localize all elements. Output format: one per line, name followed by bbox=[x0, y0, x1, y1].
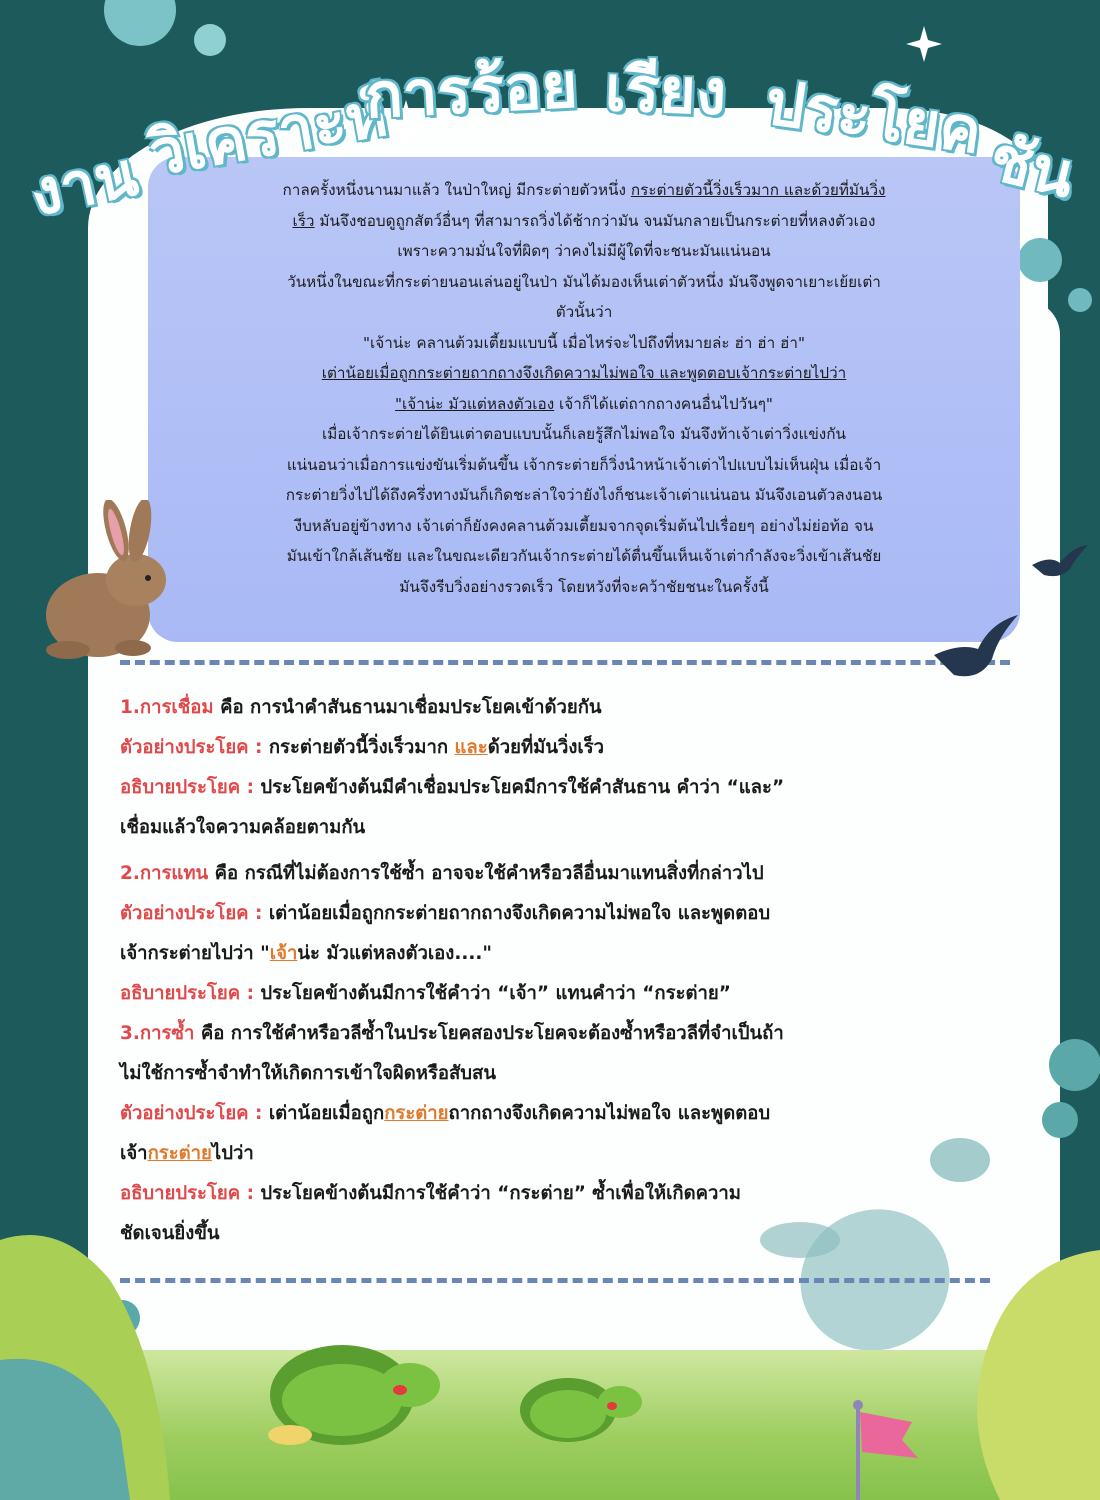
rabbit-illustration bbox=[38, 500, 178, 670]
story-text-line: เจ้าก็ได้แต่ถากถางคนอื่นไปวันๆ" bbox=[554, 394, 773, 413]
story-text-line: เพราะความมั่นใจที่ผิดๆ ว่าคงไม่มีผู้ใดที่จะชนะมันแน่นอน bbox=[397, 242, 771, 260]
bubble-decoration bbox=[1042, 1102, 1078, 1138]
lesson-definition: คือ การใช้คำหรือวลีซ้ำในประโยคสองประโยคจะต้องซ้ำหรือวลีที่จำเป็นถ้า bbox=[194, 1023, 784, 1044]
swallow-bird-icon bbox=[930, 615, 1020, 685]
bubble-decoration bbox=[1018, 238, 1062, 282]
story-underlined-text: เร็ว bbox=[292, 211, 315, 230]
explanation-label: อธิบายประโยค : bbox=[120, 1183, 254, 1204]
title-part: เรียง bbox=[603, 51, 728, 130]
story-text-line: งีบหลับอยู่ข้างทาง เจ้าเต่าก็ยังคงคลานต้วมเตี้ยมจากจุดเริ่มต้นไปเรื่อยๆ อย่างไม่ย่อท้อ จน bbox=[294, 516, 874, 535]
title-part: ชัน bbox=[982, 120, 1083, 213]
highlighted-keyword: กระต่าย bbox=[147, 1143, 212, 1164]
title-part: การร้อย bbox=[363, 48, 580, 133]
story-text-line: แน่นอนว่าเมื่อการแข่งขันเริ่มต้นขึ้น เจ้ากระต่ายก็วิ่งนำหน้าเจ้าเต่าไปแบบไม่เห็นฝุ่น เมื่อเจ้า bbox=[286, 455, 882, 474]
lesson-3-example-cont bbox=[120, 1134, 1020, 1174]
story-box bbox=[148, 157, 1020, 642]
example-label: ตัวอย่างประโยค : bbox=[120, 737, 263, 758]
lesson-2-example bbox=[120, 894, 1020, 934]
lesson-3-explanation bbox=[120, 1174, 1020, 1214]
bubble-decoration bbox=[1068, 288, 1092, 312]
title-part: วิเคราะห์ bbox=[143, 76, 393, 191]
story-text bbox=[148, 157, 1020, 602]
lesson-heading: 2.การแทน bbox=[120, 863, 209, 884]
example-text: เต่าน้อยเมื่อถูกกระต่ายถากถางจึงเกิดความไม่พอใจ และพูดตอบ bbox=[262, 903, 771, 924]
explanation-label: อธิบายประโยค : bbox=[120, 777, 254, 798]
story-text-line: เมื่อเจ้ากระต่ายได้ยินเต่าตอบแบบนั้นก็เลยรู้สึกไม่พอใจ มันจึงท้าเจ้าเต่าวิ่งแข่งกัน bbox=[321, 425, 846, 443]
highlighted-keyword: เจ้า bbox=[269, 943, 298, 964]
story-text-line: ตัวนั้นว่า bbox=[555, 303, 613, 321]
example-text: เจ้ากระต่ายไปว่า " bbox=[120, 943, 270, 964]
title-part: ประโยค bbox=[761, 65, 987, 168]
explanation-text: เชื่อมแล้วใจความคล้อยตามกัน bbox=[120, 817, 366, 838]
lesson-2-example-cont bbox=[120, 934, 1020, 974]
story-text-line: มันจึงชอบดูถูกสัตว์อื่นๆ ที่สามารถวิ่งได้ช้ากว่ามัน จนมันกลายเป็นกระต่ายที่หลงตัวเอง bbox=[314, 211, 876, 230]
lesson-2-explanation bbox=[120, 974, 1020, 1014]
lesson-heading: 1.การเชื่อม bbox=[120, 697, 214, 718]
hill-decoration bbox=[977, 1250, 1100, 1500]
highlighted-keyword: กระต่าย bbox=[384, 1103, 449, 1124]
title-part: งาน bbox=[23, 136, 144, 231]
story-text-line: มันเข้าใกล้เส้นชัย และในขณะเดียวกันเจ้ากระต่ายได้ตื่นขึ้นเห็นเจ้าเต่ากำลังจะวิ่งเข้าเส้นชัย bbox=[286, 547, 882, 565]
highlighted-keyword: และ bbox=[454, 737, 488, 758]
example-label: ตัวอย่างประโยค : bbox=[120, 1103, 263, 1124]
story-underlined-text: "เจ้าน่ะ มัวแต่หลงตัวเอง bbox=[395, 394, 555, 413]
example-text: ถากถางจึงเกิดความไม่พอใจ และพูดตอบ bbox=[448, 1103, 771, 1124]
explanation-text: ชัดเจนยิ่งขึ้น bbox=[120, 1223, 220, 1244]
story-underlined-text: กระต่ายตัวนี้วิ่งเร็วมาก และด้วยที่มันวิ่ง bbox=[630, 181, 886, 199]
story-underlined-text: เต่าน้อยเมื่อถูกกระต่ายถากถางจึงเกิดความไม่พอใจ และพูดตอบเจ้ากระต่ายไปว่า bbox=[321, 364, 847, 382]
dashed-divider bbox=[120, 1278, 990, 1283]
example-text: น่ะ มัวแต่หลงตัวเอง...." bbox=[297, 943, 493, 964]
story-text-line: วันหนึ่งในขณะที่กระต่ายนอนเล่นอยู่ในป่า มันได้มองเห็นเต่าตัวหนึ่ง มันจึงพูดจาเยาะเย้ยเต่า bbox=[287, 272, 881, 291]
lesson-3-definition bbox=[120, 1014, 1020, 1054]
story-quote: "เจ้าน่ะ คลานต้วมเตี้ยมแบบนี้ เมื่อไหร่จะไปถึงที่หมายล่ะ ฮ่า ฮ่า ฮ่า" bbox=[362, 333, 806, 352]
flag-icon bbox=[860, 1412, 918, 1458]
lesson-heading: 3.การซ้ำ bbox=[120, 1023, 195, 1044]
explanation-text: ประโยคข้างต้นมีการใช้คำว่า “เจ้า” แทนคำว่า “กระต่าย” bbox=[253, 983, 731, 1004]
turtle-illustration bbox=[520, 1378, 642, 1442]
bubble-decoration bbox=[1049, 1039, 1100, 1091]
example-label: ตัวอย่างประโยค : bbox=[120, 903, 263, 924]
lesson-definition: ไม่ใช้การซ้ำจำทำให้เกิดการเข้าใจผิดหรือสับสน bbox=[120, 1063, 496, 1084]
lessons-section bbox=[120, 688, 1020, 1254]
story-text-line: กระต่ายวิ่งไปได้ถึงครึ่งทางมันก็เกิดชะล่าใจว่ายังไงก็ชนะเจ้าเต่าแน่นอน มันจึงเอนตัวลงนอน bbox=[285, 486, 883, 504]
example-text: เจ้า bbox=[120, 1143, 148, 1164]
lesson-1-explanation bbox=[120, 768, 1020, 808]
lesson-3-example bbox=[120, 1094, 1020, 1134]
lesson-definition: คือ กรณีที่ไม่ต้องการใช้ซ้ำ อาจจะใช้คำหรือวลีอื่นมาแทนสิ่งที่กล่าวไป bbox=[208, 863, 764, 884]
explanation-label: อธิบายประโยค : bbox=[120, 983, 254, 1004]
lesson-1-definition bbox=[120, 688, 1020, 728]
lesson-definition: คือ การนำคำสันธานมาเชื่อมประโยคเข้าด้วยกัน bbox=[213, 697, 602, 718]
example-text: ไปว่า bbox=[211, 1143, 254, 1164]
example-text: เต่าน้อยเมื่อถูก bbox=[262, 1103, 385, 1124]
dashed-divider bbox=[120, 660, 1010, 665]
explanation-text: ประโยคข้างต้นมีการใช้คำว่า “กระต่าย” ซ้ำเพื่อให้เกิดความ bbox=[253, 1183, 741, 1204]
turtle-illustration bbox=[268, 1345, 440, 1445]
explanation-text: ประโยคข้างต้นมีคำเชื่อมประโยคมีการใช้คำสันธาน คำว่า “และ” bbox=[253, 777, 785, 798]
swallow-bird-icon bbox=[1030, 545, 1090, 585]
example-text: ด้วยที่มันวิ่งเร็ว bbox=[487, 737, 605, 758]
story-text-line: มันจึงรีบวิ่งอย่างรวดเร็ว โดยหวังที่จะคว้าชัยชนะในครั้งนี้ bbox=[399, 577, 769, 596]
flag-pole-top bbox=[853, 1400, 863, 1410]
lesson-2-definition bbox=[120, 854, 1020, 894]
lesson-1-example bbox=[120, 728, 1020, 768]
story-text-line: กาลครั้งหนึ่งนานมาแล้ว ในป่าใหญ่ มีกระต่ายตัวหนึ่ง bbox=[282, 181, 631, 199]
example-text: กระต่ายตัวนี้วิ่งเร็วมาก bbox=[262, 737, 455, 758]
